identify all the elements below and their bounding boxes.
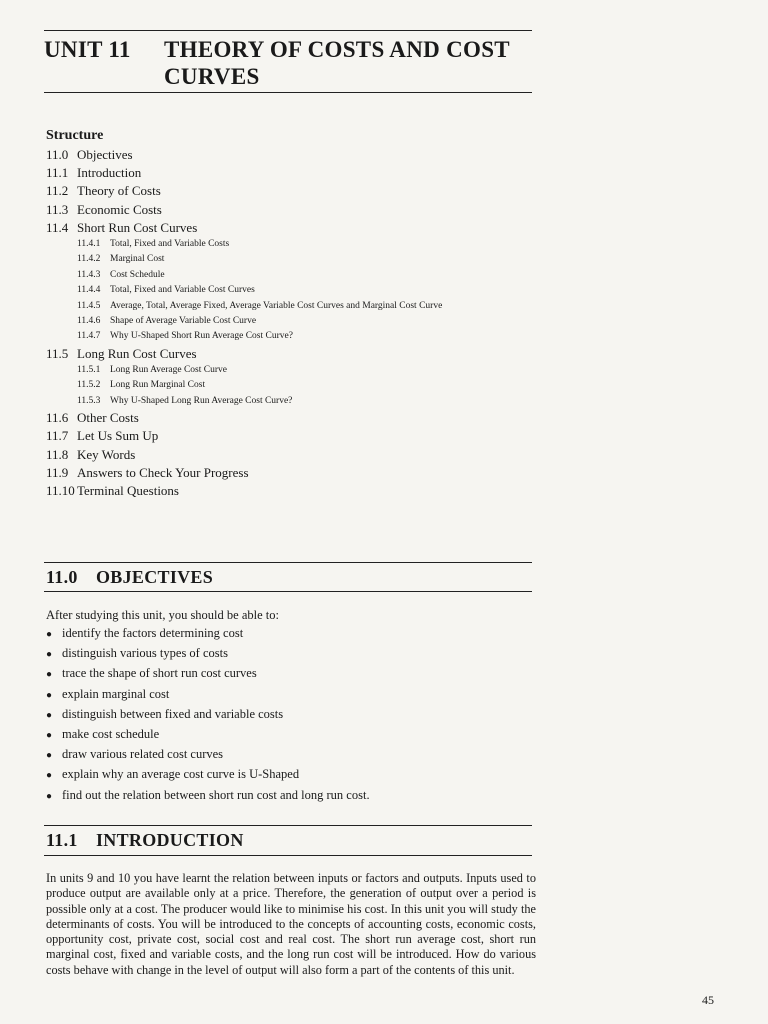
- toc-item-number: 11.5: [46, 345, 69, 361]
- unit-heading-rule: [44, 92, 532, 93]
- toc-subitem-label: Long Run Marginal Cost: [110, 380, 206, 391]
- toc-item: [46, 446, 566, 464]
- objective-text: identify the factors determining cost: [62, 626, 244, 640]
- toc-subitem: [46, 268, 566, 283]
- objective-text: make cost schedule: [62, 727, 160, 742]
- toc-item: [46, 464, 566, 482]
- toc-item: [46, 182, 566, 200]
- objective-item: [46, 786, 546, 806]
- objective-text: distinguish various types of costs: [62, 646, 228, 661]
- toc-item-number: 11.7: [46, 428, 69, 444]
- toc-subitem: [46, 237, 566, 252]
- objective-item: [46, 745, 546, 765]
- introduction-heading: [46, 829, 244, 851]
- toc-item: [46, 345, 566, 363]
- toc-subitem-number: 11.4.2: [77, 254, 101, 265]
- toc-subitem-number: 11.5.1: [77, 365, 101, 376]
- objectives-section: [46, 606, 546, 806]
- objective-item: [46, 725, 546, 745]
- bullet-icon: ●: [46, 629, 53, 640]
- toc-subitem: [46, 363, 566, 378]
- toc-subitem-number: 11.5.3: [77, 395, 101, 406]
- objective-text: trace the shape of short run cost curves: [62, 666, 257, 681]
- objective-text: find out the relation between short run cost and long run cost.: [62, 787, 370, 802]
- objectives-title: OBJECTIVES: [96, 567, 214, 587]
- toc-item: [46, 164, 566, 182]
- toc-item-label: Introduction: [77, 165, 142, 181]
- toc-subitem-number: 11.4.4: [77, 285, 101, 296]
- toc-item: [46, 201, 566, 219]
- introduction-paragraph: In units 9 and 10 you have learnt the relation between inputs or factors and outputs. Inputs used to produce output are available only at a price. Therefore, the generation of output over a period is possible only at a cost. The producer would like to minimise his cost. In this unit you will study the determinants of costs. You will be introduced to the concepts of accounting costs, economic costs, opportunity cost, private cost, social cost and real cost. The short run average cost, short run marginal cost, fixed and variable costs, and the long run cost will be introduced. How do various costs behave with change in the level of output will also form a part of the contents of this unit.: [46, 871, 536, 977]
- toc-subitem-number: 11.4.7: [77, 331, 101, 342]
- toc-item-label: Key Words: [77, 446, 136, 462]
- objective-item: [46, 705, 546, 725]
- toc-subitem: [46, 378, 566, 393]
- toc-item-label: Long Run Cost Curves: [77, 345, 197, 361]
- toc-item-label: Theory of Costs: [77, 183, 161, 199]
- objective-item: [46, 644, 546, 664]
- toc-item-number: 11.3: [46, 201, 69, 217]
- objectives-number: 11.0: [46, 567, 78, 587]
- objectives-bottom-rule: [44, 591, 532, 592]
- objective-text: explain marginal cost: [62, 686, 170, 701]
- toc-subitem-label: Cost Schedule: [110, 269, 165, 280]
- toc-subitem-number: 11.4.5: [77, 300, 101, 311]
- toc-item-number: 11.0: [46, 147, 69, 162]
- toc-subitem-label: Shape of Average Variable Cost Curve: [110, 316, 257, 327]
- toc-item-number: 11.4: [46, 219, 69, 235]
- toc-subitem-label: Marginal Cost: [110, 254, 165, 265]
- objectives-heading: [46, 566, 213, 588]
- bullet-icon: ●: [46, 649, 53, 661]
- toc-item: [46, 409, 566, 427]
- bullet-icon: ●: [46, 669, 53, 681]
- toc-item: [46, 427, 566, 445]
- toc-subitem: [46, 394, 566, 409]
- toc-item: [46, 146, 566, 164]
- toc-subitem-number: 11.4.6: [77, 316, 101, 327]
- structure-toc: [46, 128, 566, 500]
- toc-subitem-label: Average, Total, Average Fixed, Average Variable Cost Curves and Marginal Cost Curve: [110, 300, 443, 311]
- toc-item-label: Let Us Sum Up: [77, 428, 159, 444]
- objective-text: distinguish between fixed and variable costs: [62, 706, 284, 721]
- toc-item-number: 11.10: [46, 483, 75, 499]
- toc-subitem-label: Total, Fixed and Variable Costs: [110, 239, 230, 250]
- objective-item: [46, 664, 546, 684]
- introduction-number: 11.1: [46, 830, 78, 850]
- toc-item: [46, 219, 566, 237]
- toc-item-label: Objectives: [77, 147, 133, 162]
- toc-subitem: [46, 299, 566, 314]
- toc-subitem: [46, 252, 566, 267]
- toc-subitem-label: Long Run Average Cost Curve: [110, 365, 227, 376]
- objectives-list: [46, 624, 546, 806]
- toc-list: [46, 146, 566, 500]
- top-rule: [44, 30, 532, 31]
- toc-item-label: Answers to Check Your Progress: [77, 464, 249, 480]
- bullet-icon: ●: [46, 689, 53, 701]
- objectives-top-rule: [44, 562, 532, 563]
- toc-subitem: [46, 314, 566, 329]
- toc-item: [46, 482, 566, 500]
- introduction-title: INTRODUCTION: [96, 830, 244, 850]
- objective-item: [46, 765, 546, 785]
- bullet-icon: ●: [46, 790, 53, 802]
- toc-item-number: 11.8: [46, 446, 69, 462]
- bullet-icon: ●: [46, 750, 53, 762]
- toc-subitem-label: Why U-Shaped Short Run Average Cost Curve?: [110, 331, 293, 342]
- toc-item-label: Economic Costs: [77, 201, 162, 217]
- toc-item-label: Short Run Cost Curves: [77, 219, 198, 235]
- structure-heading: Structure: [46, 128, 104, 143]
- toc-item-number: 11.9: [46, 464, 69, 480]
- objective-item: [46, 685, 546, 705]
- toc-subitem-label: Why U-Shaped Long Run Average Cost Curve?: [110, 395, 293, 406]
- toc-item-number: 11.6: [46, 410, 69, 426]
- toc-subitem-number: 11.4.1: [77, 239, 101, 250]
- objectives-intro: After studying this unit, you should be able to:: [46, 608, 279, 622]
- page-number: 45: [702, 993, 714, 1007]
- toc-subitem-label: Total, Fixed and Variable Cost Curves: [110, 285, 255, 296]
- toc-subitem: [46, 283, 566, 298]
- objective-text: draw various related cost curves: [62, 747, 224, 762]
- bullet-icon: ●: [46, 730, 53, 742]
- introduction-bottom-rule: [44, 855, 532, 856]
- toc-item-number: 11.2: [46, 183, 69, 199]
- toc-subitem-number: 11.4.3: [77, 269, 101, 280]
- unit-title: THEORY OF COSTS AND COST CURVES: [164, 37, 510, 89]
- unit-number: UNIT 11: [44, 37, 131, 62]
- objective-text: explain why an average cost curve is U-Shaped: [62, 767, 300, 782]
- objective-item: [46, 624, 546, 644]
- toc-subitem: [46, 329, 566, 344]
- toc-item-label: Terminal Questions: [77, 483, 179, 499]
- introduction-top-rule: [44, 825, 532, 826]
- toc-subitem-number: 11.5.2: [77, 380, 101, 391]
- bullet-icon: ●: [46, 770, 53, 782]
- toc-item-number: 11.1: [46, 165, 69, 181]
- bullet-icon: ●: [46, 709, 53, 721]
- toc-item-label: Other Costs: [77, 410, 139, 426]
